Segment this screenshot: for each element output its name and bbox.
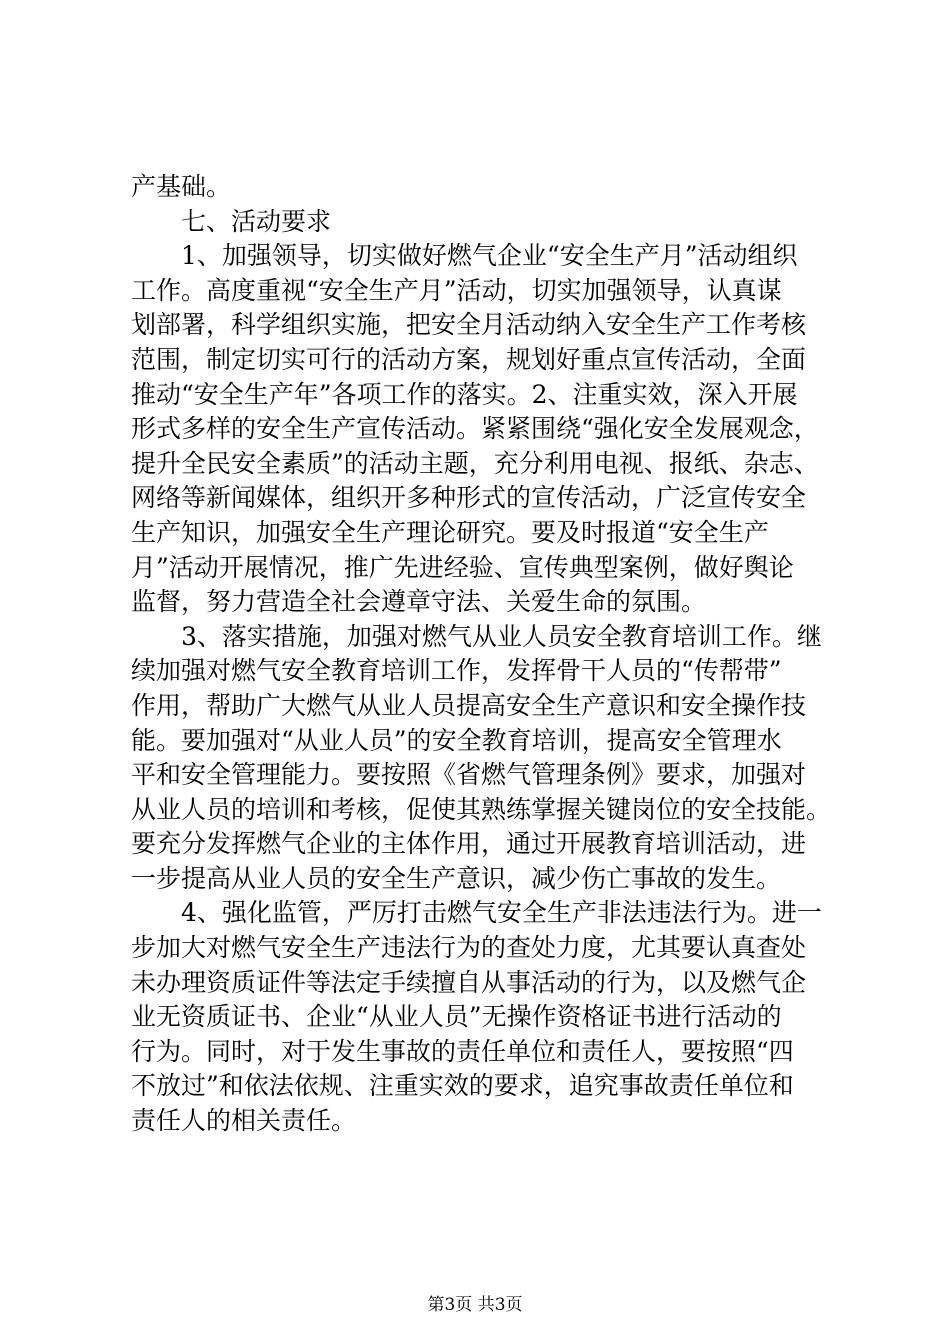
text-line: 七、活动要求 bbox=[181, 206, 332, 236]
text-line: 4、强化监管，严厉打击燃气安全生产非法违法行为。进一 bbox=[181, 898, 822, 928]
text-line: 推动“安全生产年”各项工作的落实。2、注重实效，深入开展 bbox=[131, 379, 798, 409]
text-line: 能。要加强对“从业人员”的安全教育培训，提高安全管理水 bbox=[131, 725, 782, 755]
text-line: 3、落实措施，加强对燃气从业人员安全教育培训工作。继 bbox=[181, 621, 822, 651]
text-line: 作用，帮助广大燃气从业人员提高安全生产意识和安全操作技 bbox=[131, 690, 807, 720]
text-line: 从业人员的培训和考核，促使其熟练掌握关键岗位的安全技能。 bbox=[131, 794, 832, 824]
page-footer: 第3页 共3页 bbox=[427, 1295, 523, 1315]
text-line: 产基础。 bbox=[131, 172, 232, 201]
document-body bbox=[131, 170, 831, 1139]
text-line: 未办理资质证件等法定手续擅自从事活动的行为，以及燃气企 bbox=[131, 967, 807, 997]
text-line: 生产知识，加强安全生产理论研究。要及时报道“安全生产 bbox=[131, 517, 769, 547]
text-line: 行为。同时，对于发生事故的责任单位和责任人，要按照“四 bbox=[131, 1036, 794, 1066]
text-line: 提升全民安全素质”的活动主题，充分利用电视、报纸、杂志、 bbox=[131, 448, 819, 478]
text-line: 步加大对燃气安全生产违法行为的查处力度，尤其要认真查处 bbox=[131, 933, 807, 963]
text-line: 不放过”和依法依规、注重实效的要求，追究事故责任单位和 bbox=[131, 1071, 794, 1101]
text-line: 网络等新闻媒体，组织开多种形式的宣传活动，广泛宣传安全 bbox=[131, 483, 807, 513]
text-line: 工作。高度重视“安全生产月”活动，切实加强领导，认真谋 bbox=[131, 275, 782, 305]
text-line: 一步提高从业人员的安全生产意识，减少伤亡事故的发生。 bbox=[131, 863, 782, 893]
text-line: 责任人的相关责任。 bbox=[131, 1106, 357, 1136]
text-line: 1、加强领导，切实做好燃气企业“安全生产月”活动组织 bbox=[181, 241, 798, 271]
text-line: 要充分发挥燃气企业的主体作用，通过开展教育培训活动，进 bbox=[131, 829, 807, 859]
text-line: 监督，努力营造全社会遵章守法、关爱生命的氛围。 bbox=[131, 587, 707, 617]
text-line: 平和安全管理能力。要按照《省燃气管理条例》要求，加强对 bbox=[131, 760, 807, 790]
text-line: 形式多样的安全生产宣传活动。紧紧围绕“强化安全发展观念， bbox=[131, 414, 819, 444]
text-line: 续加强对燃气安全教育培训工作，发挥骨干人员的“传帮带” bbox=[131, 656, 782, 686]
text-line: 业无资质证书、企业“从业人员”无操作资格证书进行活动的 bbox=[131, 1002, 782, 1032]
text-line: 月”活动开展情况，推广先进经验、宣传典型案例，做好舆论 bbox=[131, 552, 794, 582]
text-line: 范围，制定切实可行的活动方案，规划好重点宣传活动，全面 bbox=[131, 344, 807, 374]
text-line: 划部署，科学组织实施，把安全月活动纳入安全生产工作考核 bbox=[131, 310, 807, 340]
